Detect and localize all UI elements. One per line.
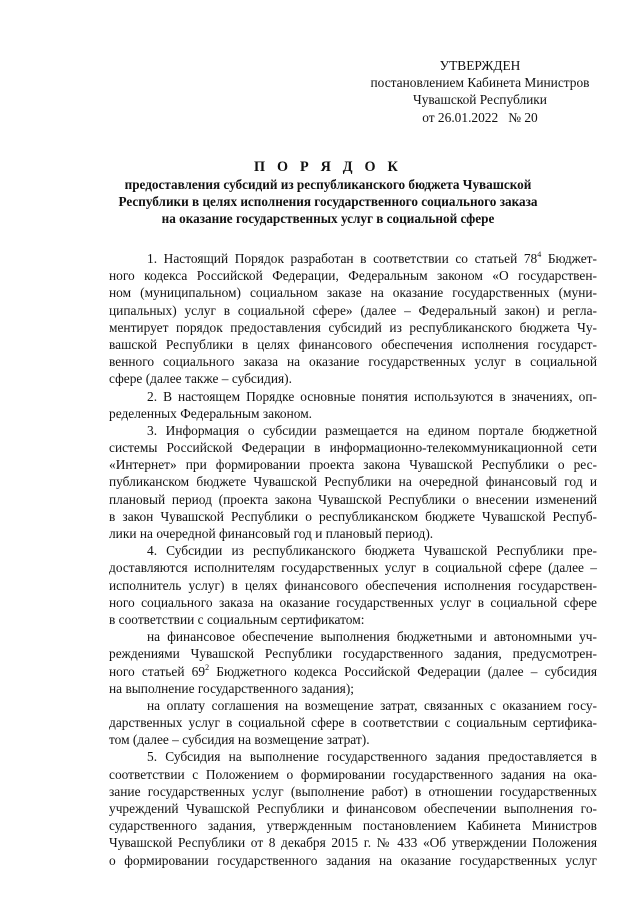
title-sub-line: на оказание государственных услуг в социальной сфере <box>161 211 495 227</box>
text-line: венного социального заказа на оказание государственных услуг в социальной <box>109 354 597 370</box>
text-line: 2. В настоящем Порядке основные понятия используются в значениях, оп- <box>147 388 597 404</box>
text-line: ного социального заказа на оказание государственных услуг в социальной сфере <box>109 594 597 610</box>
title-sub-line: предоставления субсидий из республиканского бюджета Чувашской <box>124 177 532 192</box>
text-line: 5. Субсидия на выполнение государственного задания предоставляется в <box>147 749 597 765</box>
text-line: о формировании государственного задания на оказание государственных услуг <box>109 852 597 868</box>
approval-date-number: от 26.01.2022 № 20 <box>422 109 538 125</box>
text-segment: Бюджетного кодекса Российской Федерации (далее – субсидия <box>209 663 597 679</box>
text-line: ного кодекса Российской Федерации, Федеральным законом «О государствен- <box>109 268 597 284</box>
text-line: исполнитель услуг) в целях финансового обеспечения исполнения государствен- <box>109 577 597 593</box>
text-line: ределенных Федеральным законом. <box>109 405 313 421</box>
title-sub-line: Республики в целях исполнения государственного социального заказа <box>118 194 538 210</box>
text-line: плановый период (проекта закона Чувашской Республики о внесении изменений <box>109 491 597 507</box>
approval-stamp <box>352 57 608 126</box>
text-line: 3. Информация о субсидии размещается на едином портале бюджетной <box>147 422 597 438</box>
text-line: доставляются исполнителям государственных услуг в социальной сфере (далее – <box>109 560 597 576</box>
text-segment: ного статьей 69 <box>109 663 206 679</box>
text-line: том (далее – субсидия на возмещение затрат). <box>109 732 370 748</box>
text-line: системы Российской Федерации в информационно-телекоммуникационной сети <box>109 440 597 456</box>
text-line: ципальных) услуг в социальной сфере» (далее – Федеральный закон) и регла- <box>109 302 597 318</box>
document-title <box>100 158 556 228</box>
document-body <box>109 250 597 869</box>
text-line: ментирует порядок предоставления субсидий из республиканского бюджета Чу- <box>109 319 597 335</box>
text-line: соответствии с Положением о формировании государственного задания на ока- <box>109 766 597 782</box>
paragraph-5 <box>109 748 597 868</box>
text-line: в соответствии с социальным сертификатом: <box>109 611 365 627</box>
text-line <box>109 663 597 680</box>
text-line: Чувашской Республики от 8 декабря 2015 г. № 433 «Об утверждении Положения <box>109 835 597 851</box>
text-line: «Интернет» при формировании проекта закона Чувашской Республики о рес- <box>109 457 597 473</box>
text-line: реждениями Чувашской Республики государственного задания, предусмотрен- <box>109 646 597 662</box>
text-line: 4. Субсидии из республиканского бюджета Чувашской Республики пре- <box>147 543 597 559</box>
text-line: публиканском бюджете Чувашской Республики на очередной финансовый год и <box>109 474 597 490</box>
text-line: лики на очередной финансовый год и плановый период). <box>109 526 434 541</box>
text-line <box>109 250 597 267</box>
text-line: дарственных услуг в социальной сфере в соответствии с социальным сертифика- <box>109 715 597 731</box>
paragraph-1 <box>109 250 597 388</box>
approval-heading: УТВЕРЖДЕН <box>439 58 521 73</box>
approval-by-line: постановлением Кабинета Министров <box>370 75 590 91</box>
text-line: вашской Республики в целях финансового обеспечения исполнения государст- <box>109 336 597 352</box>
text-line: на выполнение государственного задания); <box>109 680 355 696</box>
text-line: сфере (далее также – субсидия). <box>109 371 292 387</box>
paragraph-3 <box>109 422 597 542</box>
paragraph-4 <box>109 542 597 628</box>
paragraph-2 <box>109 388 597 422</box>
text-line: учреждений Чувашской Республики и финансовом обеспечении выполнения го- <box>109 801 597 816</box>
title-subtitle <box>100 176 556 228</box>
text-line: на финансовое обеспечение выполнения бюджетными и автономными уч- <box>147 629 597 645</box>
text-line: ном (муниципальном) социальном заказе на оказание государственных (муни- <box>109 285 597 301</box>
text-line: на оплату соглашения на возмещение затрат, связанных с оказанием госу- <box>147 697 597 713</box>
paragraph-4-item-a <box>109 628 597 697</box>
superscript: 4 <box>537 250 542 259</box>
text-segment: 1. Настоящий Порядок разработан в соответствии со статьей 78 <box>147 251 538 266</box>
title-main: П О Р Я Д О К <box>254 159 402 175</box>
text-line: в закон Чувашской Республики о республиканском бюджете Чувашской Респуб- <box>109 508 597 524</box>
text-line: зание государственных услуг (выполнение работ) в отношении государственных <box>109 783 597 799</box>
approval-authority-line: Чувашской Республики <box>413 92 547 108</box>
paragraph-4-item-b <box>109 697 597 749</box>
superscript: 2 <box>205 662 210 672</box>
text-segment: Бюджет- <box>541 251 597 266</box>
text-line: сударственного задания, утвержденным постановлением Кабинета Министров <box>109 818 597 834</box>
